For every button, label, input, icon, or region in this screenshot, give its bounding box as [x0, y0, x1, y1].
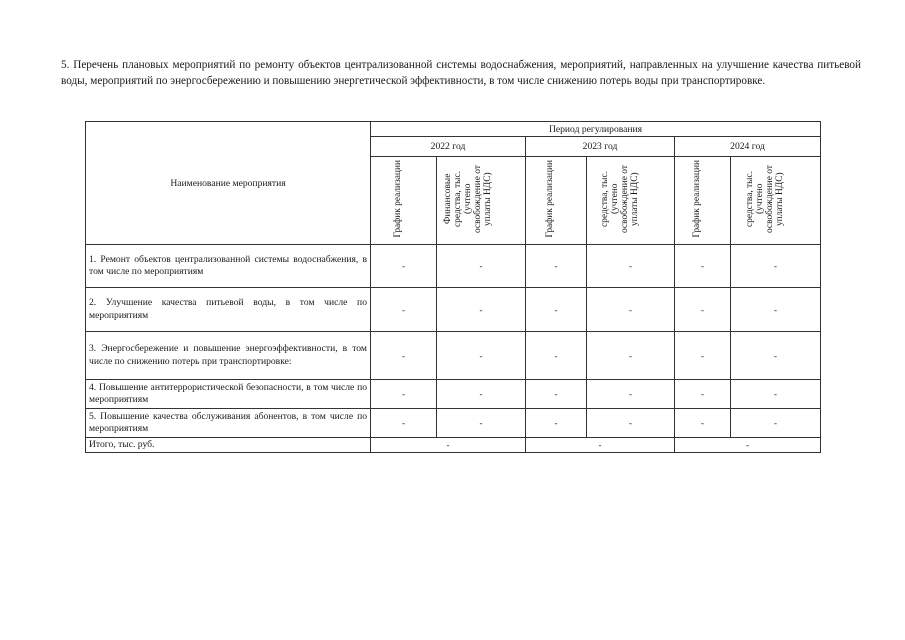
- cell-value: -: [437, 380, 526, 409]
- cell-value: -: [587, 245, 675, 288]
- activity-name: 3. Энергосбережение и повышение энергоэффективности, в том числе по снижению потерь при транспортировке:: [86, 332, 371, 380]
- cell-value: -: [526, 380, 587, 409]
- schedule-header-2024: График реализации: [675, 157, 731, 245]
- cell-value: -: [371, 409, 437, 438]
- cell-value: -: [675, 409, 731, 438]
- cell-value: -: [526, 245, 587, 288]
- cell-value: -: [731, 380, 821, 409]
- cell-value: -: [526, 332, 587, 380]
- year-header-2022: 2022 год: [371, 137, 526, 157]
- period-header: Период регулирования: [371, 122, 821, 137]
- cell-value: -: [587, 332, 675, 380]
- total-row: [86, 438, 821, 453]
- finance-header-2023: средства, тыс. (учтено освобождение от уплаты НДС): [587, 157, 675, 245]
- activity-name: 4. Повышение антитеррористической безопасности, в том числе по мероприятиям: [86, 380, 371, 409]
- table-row: [86, 245, 821, 288]
- schedule-header-2023: График реализации: [526, 157, 587, 245]
- total-value-2022: -: [371, 438, 526, 453]
- cell-value: -: [371, 380, 437, 409]
- finance-header-2024: средства, тыс. (учтено освобождение от уплаты НДС): [731, 157, 821, 245]
- cell-value: -: [675, 288, 731, 332]
- cell-value: -: [437, 288, 526, 332]
- schedule-header-2022: График реализации: [371, 157, 437, 245]
- cell-value: -: [587, 380, 675, 409]
- table-row: [86, 288, 821, 332]
- cell-value: -: [731, 245, 821, 288]
- cell-value: -: [731, 332, 821, 380]
- cell-value: -: [526, 409, 587, 438]
- total-label: Итого, тыс. руб.: [86, 438, 371, 453]
- activity-name: 1. Ремонт объектов централизованной системы водоснабжения, в том числе по мероприятиям: [86, 245, 371, 288]
- activity-name: 5. Повышение качества обслуживания абонентов, в том числе по мероприятиям: [86, 409, 371, 438]
- cell-value: -: [731, 409, 821, 438]
- cell-value: -: [675, 245, 731, 288]
- table-row: [86, 332, 821, 380]
- cell-value: -: [371, 332, 437, 380]
- cell-value: -: [675, 332, 731, 380]
- cell-value: -: [437, 409, 526, 438]
- table-row: [86, 409, 821, 438]
- cell-value: -: [437, 245, 526, 288]
- cell-value: -: [437, 332, 526, 380]
- cell-value: -: [731, 288, 821, 332]
- section-heading: 5. Перечень плановых мероприятий по ремонту объектов централизованной системы водоснабжения, мероприятий, направленных на улучшение качества питьевой воды, мероприятий по энергосбережению и повышению энергетической эффективности, в том числе снижению потерь воды при транспортировке.: [61, 59, 861, 87]
- activity-name: 2. Улучшение качества питьевой воды, в том числе по мероприятиям: [86, 288, 371, 332]
- year-header-2023: 2023 год: [526, 137, 675, 157]
- name-column-header: Наименование мероприятия: [86, 122, 371, 245]
- cell-value: -: [675, 380, 731, 409]
- table-row: [86, 380, 821, 409]
- activities-table: [85, 121, 821, 453]
- cell-value: -: [371, 288, 437, 332]
- cell-value: -: [526, 288, 587, 332]
- total-value-2024: -: [675, 438, 821, 453]
- year-header-2024: 2024 год: [675, 137, 821, 157]
- cell-value: -: [587, 288, 675, 332]
- cell-value: -: [587, 409, 675, 438]
- cell-value: -: [371, 245, 437, 288]
- finance-header-2022: Финансовые средства, тыс. (учтено освобождение от уплаты НДС): [437, 157, 526, 245]
- total-value-2023: -: [526, 438, 675, 453]
